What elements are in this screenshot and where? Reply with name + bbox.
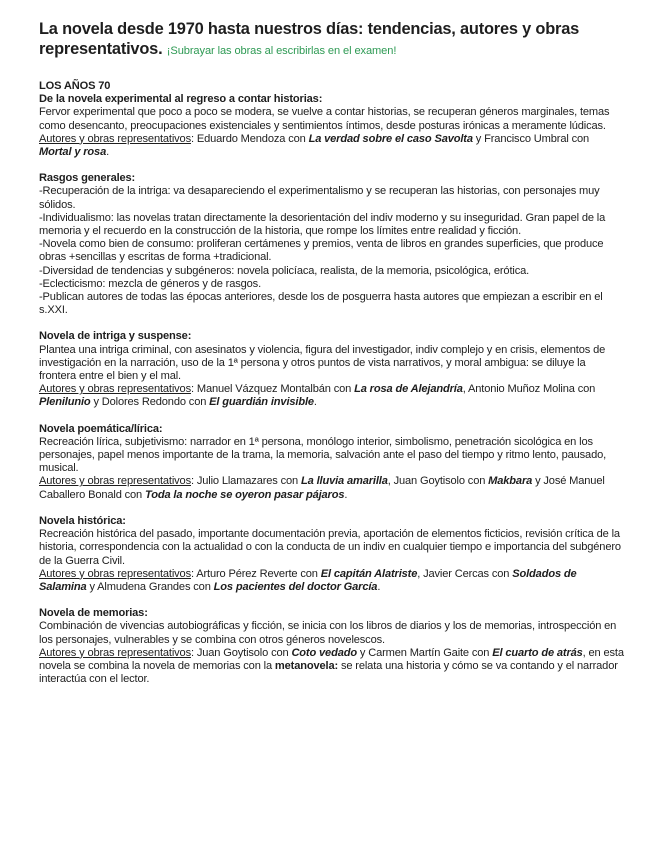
work-title: Makbara: [488, 475, 533, 488]
text-run: : Julio Llamazares con: [190, 475, 301, 488]
text-run: y Francisco Umbral con: [472, 132, 590, 145]
paragraph-historica: Recreación histórica del pasado, importante documentación previa, aportación de elementos ficticios, revisión crítica de la historia, correspondencia con la actualidad o con la conducta de un indiv en cualquier tiempo e importancia del subgénero de la Guerra Civil.: [39, 528, 621, 567]
section-rasgos: [39, 172, 624, 317]
authors-line-anos-70: [39, 133, 624, 159]
text-run: .: [313, 396, 317, 409]
document-title: [39, 20, 624, 61]
text-run: : Eduardo Mendoza con: [190, 132, 309, 145]
work-title: El capitán Alatriste: [320, 567, 418, 580]
subheading-experimental: De la novela experimental al regreso a contar historias:: [39, 93, 323, 106]
paragraph-intriga: Plantea una intriga criminal, con asesinatos y violencia, figura del investigador, indiv complejo y en crisis, elementos de investigación en la narración, uso de la 1ª persona y otros puntos de vista narrativos, y moral ambigua: se diluye la frontera entre el bien y el mal.: [39, 343, 606, 383]
text-run: , en esta novela se combina la novela de memorias con la: [39, 646, 624, 672]
authors-label: Autores y obras representativos: [39, 567, 191, 580]
section-historica: [39, 515, 624, 594]
work-title: Mortal y rosa: [39, 146, 107, 159]
text-run: y Dolores Redondo con: [90, 396, 210, 409]
paragraph-poematica: Recreación lírica, subjetivismo: narrador en 1ª persona, monólogo interior, simbolismo, penetración sicológica en los personajes, papel menos importante de la trama, la memoria, salvación ante el paso del tiempo y ritmo lento, pausado, musical.: [39, 435, 607, 475]
text-run: y Carmen Martín Gaite con: [356, 646, 493, 659]
authors-line-intriga: [39, 383, 624, 409]
section-heading-poematica: Novela poemática/lírica:: [39, 422, 163, 435]
paragraph-memorias: Combinación de vivencias autobiográficas y ficción, se inicia con los libros de diarios y los de memorias, introspección en los personajes, vulnerables y se combina con otros géneros novelescos.: [39, 620, 617, 646]
authors-label: Autores y obras representativos: [39, 132, 191, 145]
text-run: y José Manuel Caballero Bonald con: [39, 475, 605, 501]
text-run: .: [106, 146, 110, 159]
work-title: Los pacientes del doctor García: [213, 580, 378, 593]
text-run: , Antonio Muñoz Molina con: [462, 383, 596, 396]
work-title: La rosa de Alejandría: [354, 383, 463, 396]
list-item: -Novela como bien de consumo: proliferan certámenes y premios, venta de libros en grandes superficies, que produce obras +sencillas y escritas de forma +tradicional.: [39, 238, 604, 264]
authors-line-memorias: [39, 647, 624, 687]
list-item: -Eclecticismo: mezcla de géneros y de rasgos.: [39, 277, 261, 290]
title-text: La novela desde 1970 hasta nuestros días: tendencias, autores y obras representativos.: [39, 20, 580, 58]
section-heading-rasgos: Rasgos generales:: [39, 172, 136, 185]
work-title: Coto vedado: [291, 646, 357, 659]
term-metanovela: metanovela:: [274, 659, 339, 672]
list-item: -Individualismo: las novelas tratan directamente la desorientación del indiv moderno y su inseguridad. Gran papel de la memoria y el recuerdo en la construcción de la historia, que rompe los límites entre realidad y ficción.: [39, 211, 606, 238]
authors-label: Autores y obras representativos: [39, 383, 191, 396]
text-run: , Javier Cercas con: [417, 567, 513, 580]
text-run: y Almudena Grandes con: [86, 580, 214, 593]
text-run: se relata una historia y cómo se va contando y el narrador interactúa con el lector.: [39, 659, 618, 686]
work-title: La lluvia amarilla: [301, 475, 388, 488]
section-anos-70: [39, 80, 624, 159]
list-item: -Recuperación de la intriga: va desapareciendo el experimentalismo y se recuperan las historias, con personajes muy sólidos.: [39, 185, 600, 211]
text-run: : Arturo Pérez Reverte con: [190, 567, 321, 580]
work-title: El guardián invisible: [209, 396, 314, 409]
text-run: : Juan Goytisolo con: [190, 646, 292, 659]
exam-note: ¡Subrayar las obras al escribirlas en el examen!: [166, 44, 397, 57]
section-intriga: [39, 330, 624, 409]
authors-line-historica: [39, 568, 624, 594]
authors-line-poematica: [39, 475, 624, 501]
section-heading-intriga: Novela de intriga y suspense:: [39, 330, 192, 343]
work-title: Soldados de Salamina: [39, 567, 577, 593]
text-run: .: [344, 488, 348, 501]
text-run: : Manuel Vázquez Montalbán con: [190, 383, 355, 396]
list-item: -Diversidad de tendencias y subgéneros: novela policíaca, realista, de la memoria, psicológica, erótica.: [39, 264, 530, 277]
text-run: .: [377, 580, 381, 593]
list-item: -Publican autores de todas las épocas anteriores, desde los de posguerra hasta autores que empiezan a escribir en el s.XXI.: [39, 291, 603, 317]
section-heading-historica: Novela histórica:: [39, 514, 126, 527]
authors-label: Autores y obras representativos: [39, 646, 191, 659]
section-poematica: [39, 423, 624, 502]
section-heading-memorias: Novela de memorias:: [39, 607, 148, 620]
text-run: , Juan Goytisolo con: [387, 475, 489, 488]
section-heading-anos-70: LOS AÑOS 70: [39, 80, 111, 92]
work-title: Toda la noche se oyeron pasar pájaros: [145, 488, 345, 501]
work-title: La verdad sobre el caso Savolta: [308, 132, 473, 145]
paragraph-anos-70: Fervor experimental que poco a poco se modera, se vuelve a contar historias, se recuperan géneros marginales, temas como desencanto, preocupaciones existenciales y sentimientos íntimos, desde posturas irónicas a meramente lúdicas.: [39, 106, 610, 132]
section-memorias: [39, 607, 624, 686]
work-title: El cuarto de atrás: [492, 646, 583, 659]
authors-label: Autores y obras representativos: [39, 475, 191, 488]
work-title: Plenilunio: [39, 396, 91, 409]
